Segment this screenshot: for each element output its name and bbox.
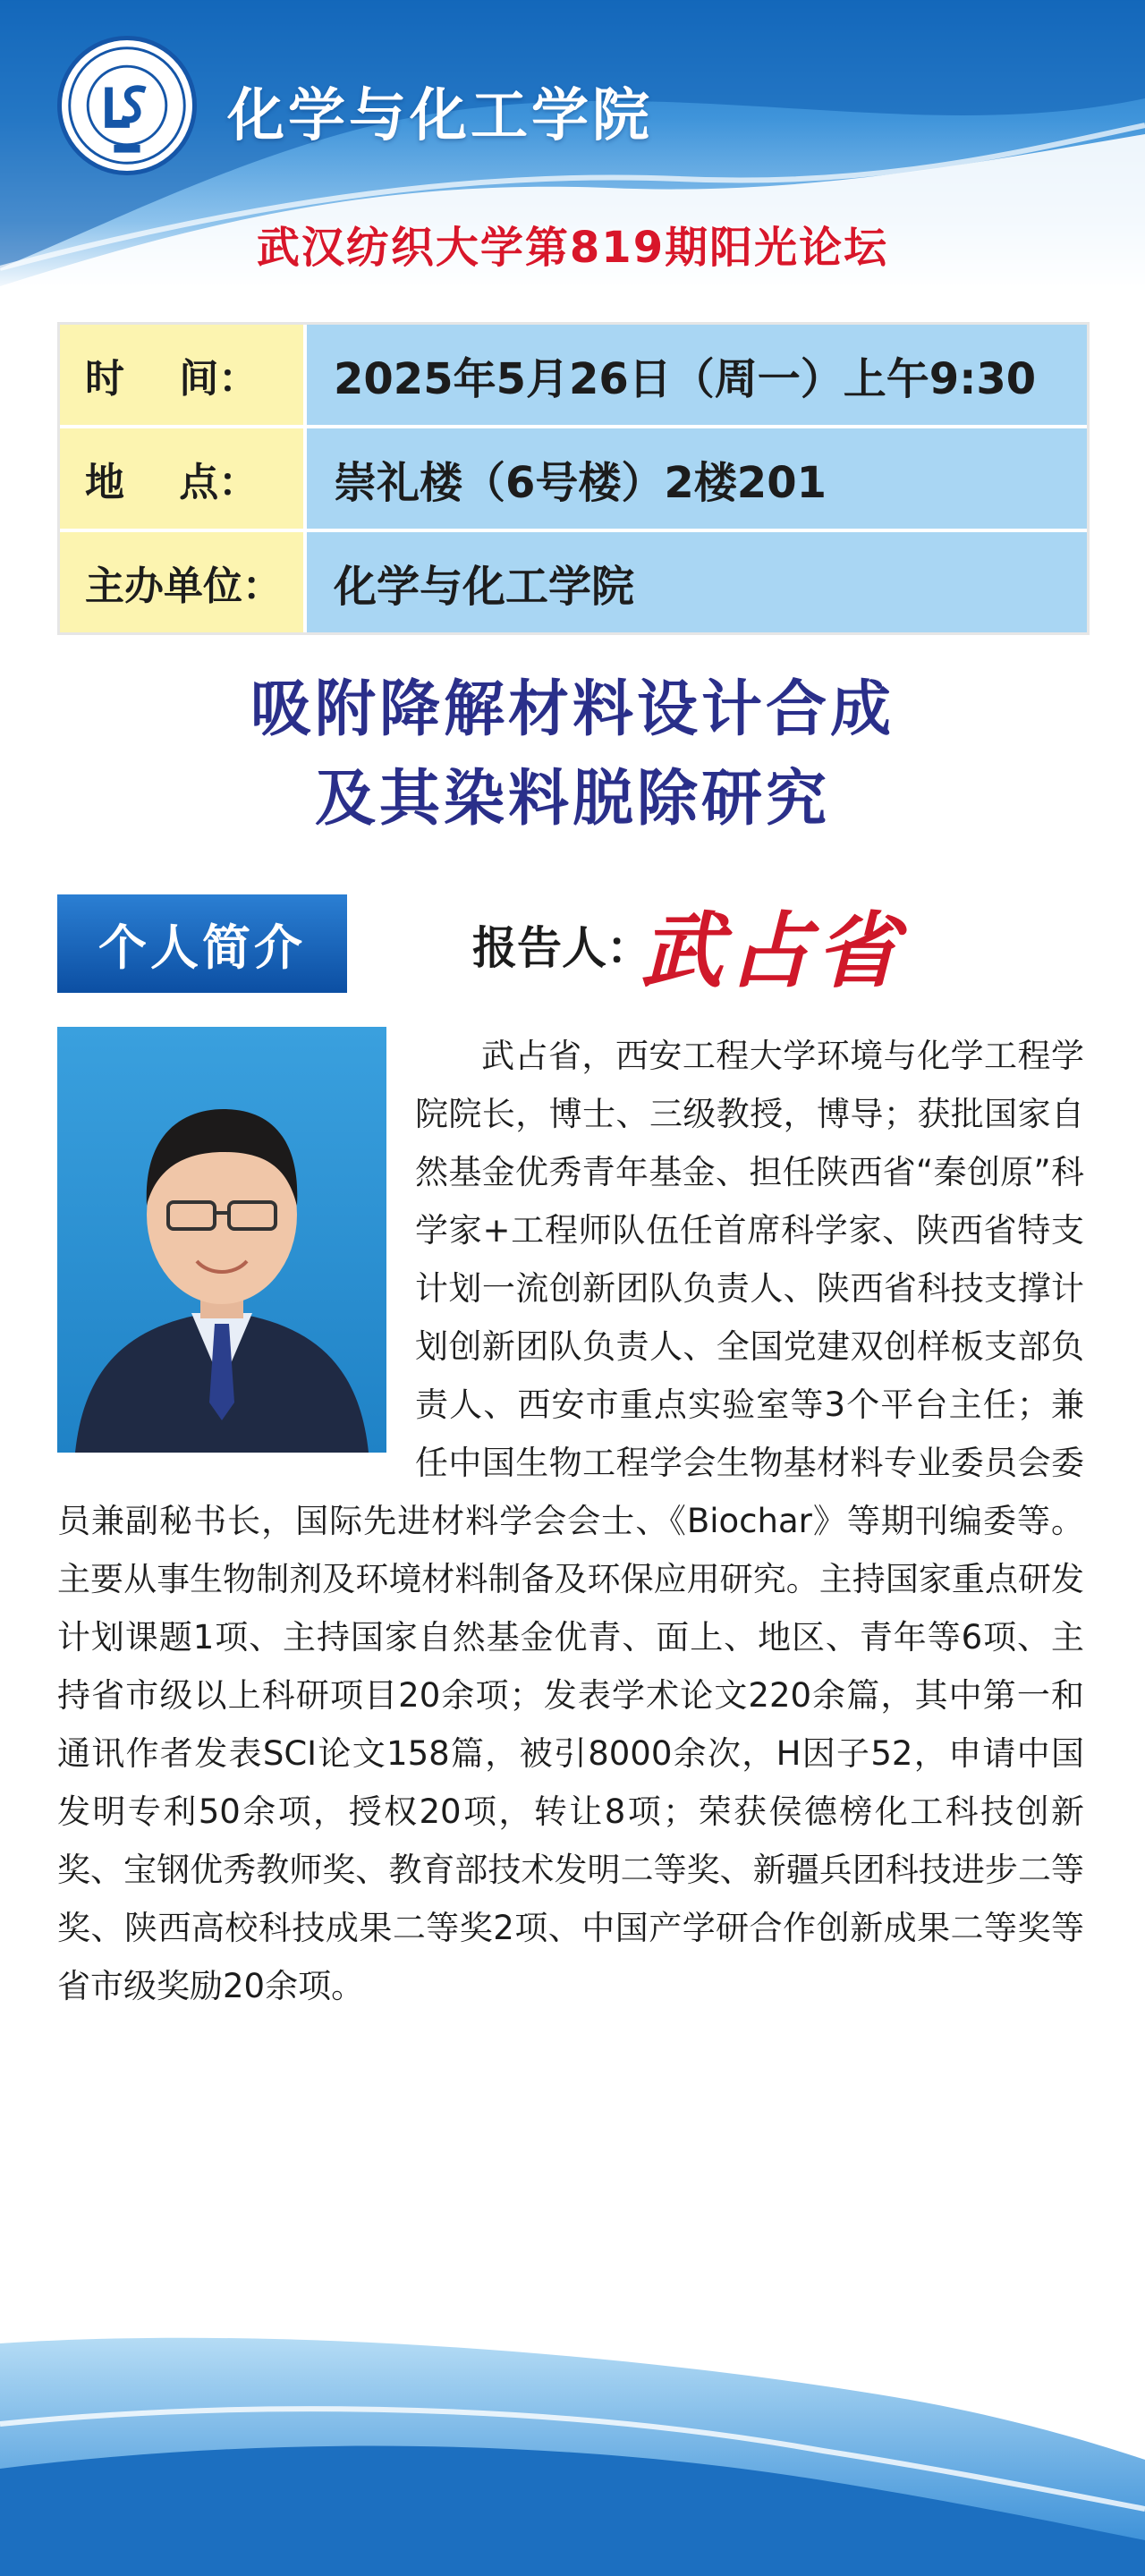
- speaker-label: 报告人：: [472, 922, 651, 974]
- info-value: 化学与化工学院: [307, 532, 1087, 632]
- speaker-name: 武占省: [640, 902, 904, 999]
- info-value: 崇礼楼（6号楼）2楼201: [307, 428, 1087, 529]
- college-logo-icon: [57, 36, 197, 175]
- info-row-location: [60, 428, 1087, 532]
- forum-title: 武汉纺织大学第819期阳光论坛: [256, 223, 889, 273]
- talk-title: [0, 665, 1145, 844]
- info-value: 2025年5月26日（周一）上午9:30: [307, 325, 1087, 425]
- talk-title-line2: 及其染料脱除研究: [314, 764, 830, 835]
- speaker-bio: [57, 1027, 1084, 2015]
- info-label: 地 点：: [60, 428, 307, 529]
- info-row-time: [60, 325, 1087, 428]
- event-info-table: [57, 322, 1090, 635]
- bio-heading-badge: 个人简介: [57, 894, 347, 993]
- college-name: 化学与化工学院: [227, 83, 653, 149]
- info-row-organizer: [60, 532, 1087, 632]
- header-banner: [0, 0, 1145, 295]
- talk-title-line1: 吸附降解材料设计合成: [250, 674, 895, 745]
- speaker-bio-text: 武占省，西安工程大学环境与化学工程学院院长，博士、三级教授，博导；获批国家自然基金优秀青年基金、担任陕西省“秦创原”科学家+工程师队伍任首席科学家、陕西省特支计划一流创新团队负责人、陕西省科技支撑计划创新团队负责人、全国党建双创样板支部负责人、西安市重点实验室等3个平台主任；兼任中国生物工程学会生物基材料专业委员会委员兼副秘书长，国际先进材料学会会士、《Biochar》等期刊编委等。主要从事生物制剂及环境材料制备及环保应用研究。主持国家重点研发计划课题1项、主持国家自然基金优青、面上、地区、青年等6项、主持省市级以上科研项目20余项；发表学术论文220余篇，其中第一和通讯作者发表SCI论文158篇，被引8000余次，H因子52，申请中国发明专利50余项，授权20项，转让8项；荣获侯德榜化工科技创新奖、宝钢优秀教师奖、教育部技术发明二等奖、新疆兵团科技进步二等奖、陕西高校科技成果二等奖2项、中国产学研合作创新成果二等奖等省市级奖励20余项。: [57, 1037, 1084, 2005]
- info-label: 时 间：: [60, 325, 307, 425]
- info-label: 主办单位：: [60, 532, 307, 632]
- footer-wave-decoration: [0, 2290, 1145, 2576]
- photo-spacer: [57, 1027, 386, 1453]
